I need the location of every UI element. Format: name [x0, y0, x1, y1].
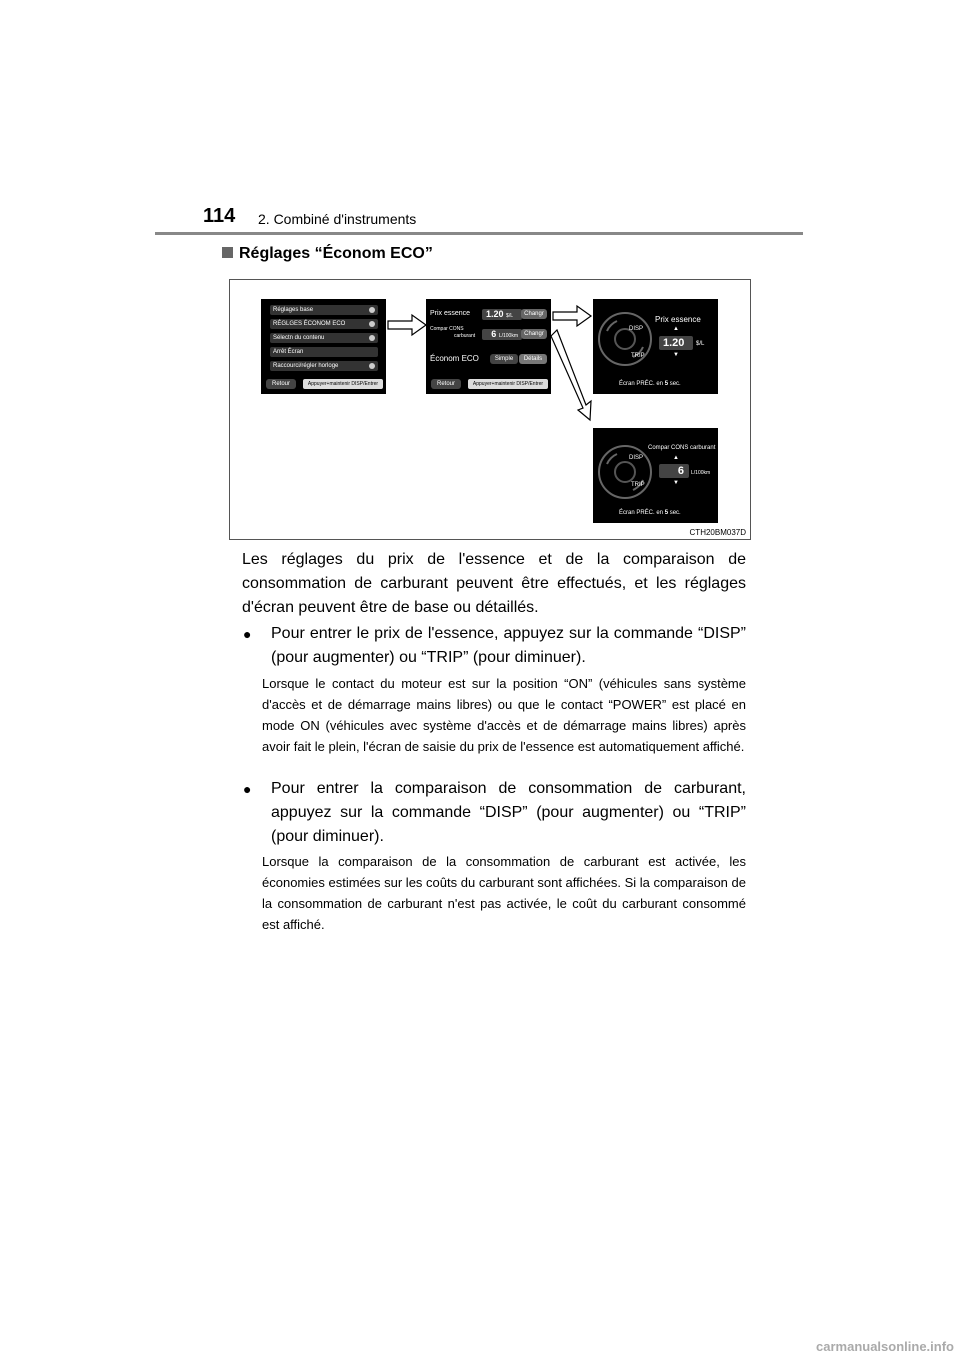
bullet-1-note: Lorsque le contact du moteur est sur la position “ON” (véhicules sans système d'accès et de démarrage mains libres) ou que le contact “POWER” est placé en mode ON (véhicules avec système d'accès et de démarrage mains libres) après avoir fait le plein, l'écran de saisie du prix de l'essence est automatiquement affiché. — [262, 676, 746, 754]
figure-code: CTH20BM037D — [689, 528, 746, 537]
figure — [229, 279, 751, 540]
back-button: Retour — [431, 379, 461, 389]
section-title-text: Réglages “Économ ECO” — [239, 245, 433, 262]
intro-paragraph: Les réglages du prix de l'essence et de la comparaison de consommation de carburant peuvent être effectués, et les réglages d'écran peuvent être de base ou détaillés. — [242, 551, 746, 616]
menu-item-screen-off: Arrêt Écran — [270, 347, 378, 357]
menu-item-basic-settings: Réglages base — [270, 305, 378, 315]
compare-label: Compar CONS — [430, 326, 464, 332]
chapter-title: 2. Combiné d'instruments — [258, 211, 417, 227]
trip-label: TRIP — [631, 482, 645, 488]
compare-label-2: carburant — [454, 333, 476, 339]
arrow-right-icon — [553, 306, 591, 326]
disp-label: DISP — [629, 455, 644, 461]
details-button: Détails — [519, 354, 547, 364]
up-arrow-icon: ▲ — [673, 326, 679, 332]
bullet-icon: ● — [243, 781, 252, 797]
return-timer: Écran PRÉC. en 5 sec. — [619, 381, 681, 387]
fuel-price-value: 1.20 $/L — [482, 309, 522, 320]
eco-label: Économ ECO — [430, 354, 479, 363]
page-number: 114 — [203, 205, 236, 227]
menu-item-eco-settings: RÉGLGES ÉCONOM ECO — [270, 319, 378, 329]
unit-label: L/100km — [691, 470, 711, 476]
back-button: Retour — [266, 379, 296, 389]
change-button: Changr — [521, 329, 547, 339]
watermark: carmanualsonline.info — [816, 1339, 954, 1354]
fuel-price-value: 1.20 — [659, 336, 693, 350]
header-rule — [155, 232, 803, 235]
arrow-right-icon — [388, 315, 426, 335]
unit-label: $/L — [696, 341, 705, 347]
return-timer: Écran PRÉC. en 5 sec. — [619, 510, 681, 516]
hint-bar: Appuyer+maintenir DISP/Entrer — [468, 379, 548, 389]
compare-value: 6 L/100km — [482, 329, 522, 340]
bullet-2-text: Pour entrer la comparaison de consommation de carburant, appuyez sur la commande “DISP” (pour augmenter) ou “TRIP” (pour diminuer). — [271, 780, 746, 845]
section-title — [222, 245, 433, 263]
down-arrow-icon: ▼ — [673, 480, 679, 486]
trip-label: TRIP — [631, 353, 645, 359]
menu-item-clock: Raccourci/régler horloge — [270, 361, 378, 371]
bullet-1-text: Pour entrer le prix de l'essence, appuyez sur la commande “DISP” (pour augmenter) ou “TRIP” (pour diminuer). — [271, 625, 746, 666]
disp-label: DISP — [629, 326, 644, 332]
simple-button: Simple — [490, 354, 518, 364]
screen-title: Compar CONS carburant — [648, 445, 716, 451]
compare-value: 6 — [659, 464, 689, 478]
screen-title: Prix essence — [655, 315, 701, 324]
menu-item-content-select: Sélectn du contenu — [270, 333, 378, 343]
bullet-2-note: Lorsque la comparaison de la consommation de carburant est activée, les économies estimées sur les coûts du carburant sont affichées. Si la comparaison de la consommation de carburant n'est pas activée, le coût du carburant consommé est affiché. — [262, 854, 746, 932]
fuel-price-label: Prix essence — [430, 310, 471, 317]
change-button: Changr — [521, 309, 547, 319]
bullet-icon: ● — [243, 626, 252, 642]
hint-bar: Appuyer+maintenir DISP/Entrer — [303, 379, 383, 389]
down-arrow-icon: ▼ — [673, 352, 679, 358]
flow-arrows — [230, 280, 750, 539]
arrow-down-right-icon — [551, 330, 591, 420]
up-arrow-icon: ▲ — [673, 455, 679, 461]
square-bullet-icon — [222, 247, 233, 258]
